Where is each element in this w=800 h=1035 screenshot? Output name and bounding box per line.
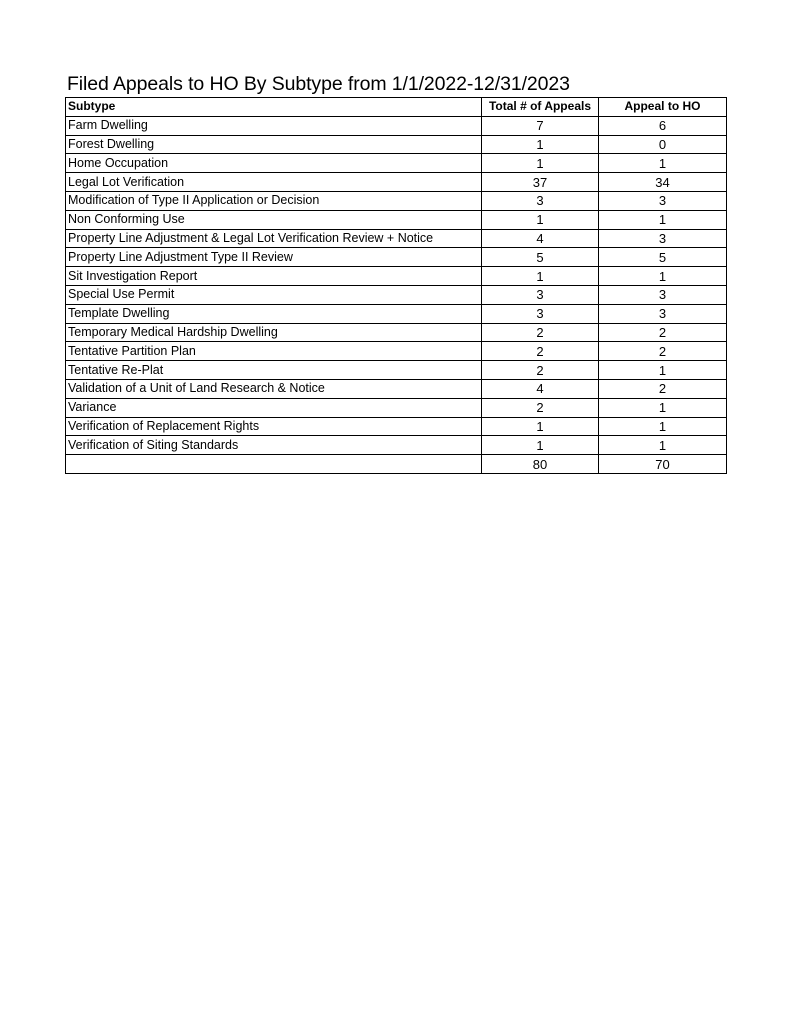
- total-appeals-cell: 1: [482, 154, 599, 173]
- subtype-cell: Forest Dwelling: [66, 135, 482, 154]
- table-row: [66, 361, 727, 380]
- table-row: [66, 210, 727, 229]
- total-appeals-cell: 7: [482, 116, 599, 135]
- table-row: [66, 417, 727, 436]
- appeal-to-ho-cell: 3: [599, 304, 727, 323]
- appeal-to-ho-cell: 34: [599, 173, 727, 192]
- appeal-to-ho-cell: 6: [599, 116, 727, 135]
- subtype-cell: Modification of Type II Application or Decision: [66, 191, 482, 210]
- subtype-cell: Temporary Medical Hardship Dwelling: [66, 323, 482, 342]
- subtype-cell: Home Occupation: [66, 154, 482, 173]
- subtype-cell: Tentative Partition Plan: [66, 342, 482, 361]
- total-appeals-cell: 2: [482, 398, 599, 417]
- total-appeals-cell: 5: [482, 248, 599, 267]
- appeal-to-ho-cell: 3: [599, 229, 727, 248]
- subtype-cell: Verification of Replacement Rights: [66, 417, 482, 436]
- appeal-to-ho-cell: 2: [599, 379, 727, 398]
- subtype-cell: Template Dwelling: [66, 304, 482, 323]
- total-appeals-cell: 4: [482, 229, 599, 248]
- subtype-cell: Non Conforming Use: [66, 210, 482, 229]
- total-appeals-cell: 2: [482, 361, 599, 380]
- appeal-to-ho-cell: 1: [599, 267, 727, 286]
- total-appeals-cell: 3: [482, 304, 599, 323]
- table-row: [66, 436, 727, 455]
- total-appeals-cell: 1: [482, 417, 599, 436]
- subtype-cell: Sit Investigation Report: [66, 267, 482, 286]
- appeal-to-ho-cell: 1: [599, 154, 727, 173]
- table-body: [66, 116, 727, 473]
- table-row: [66, 154, 727, 173]
- subtype-cell: Farm Dwelling: [66, 116, 482, 135]
- totals-label-cell: [66, 455, 482, 474]
- total-appeals-cell: 1: [482, 436, 599, 455]
- total-appeals-cell: 1: [482, 135, 599, 154]
- subtype-cell: Tentative Re-Plat: [66, 361, 482, 380]
- table-header-row: [66, 98, 727, 117]
- appeal-to-ho-cell: 1: [599, 398, 727, 417]
- appeal-to-ho-cell: 3: [599, 191, 727, 210]
- table-row: [66, 285, 727, 304]
- total-appeals-sum: 80: [482, 455, 599, 474]
- subtype-cell: Property Line Adjustment & Legal Lot Verification Review + Notice: [66, 229, 482, 248]
- appeal-to-ho-cell: 1: [599, 361, 727, 380]
- total-appeals-cell: 1: [482, 210, 599, 229]
- column-header-appeal-to-ho: Appeal to HO: [599, 98, 727, 117]
- total-appeals-cell: 4: [482, 379, 599, 398]
- subtype-cell: Verification of Siting Standards: [66, 436, 482, 455]
- table-row: [66, 229, 727, 248]
- appeal-to-ho-cell: 0: [599, 135, 727, 154]
- total-appeals-cell: 37: [482, 173, 599, 192]
- appeal-to-ho-cell: 3: [599, 285, 727, 304]
- subtype-cell: Variance: [66, 398, 482, 417]
- column-header-total-appeals: Total # of Appeals: [482, 98, 599, 117]
- appeal-to-ho-cell: 1: [599, 436, 727, 455]
- table-row: [66, 191, 727, 210]
- table-row: [66, 135, 727, 154]
- appeal-to-ho-cell: 2: [599, 323, 727, 342]
- page-title: Filed Appeals to HO By Subtype from 1/1/2022-12/31/2023: [67, 73, 570, 95]
- table-row: [66, 116, 727, 135]
- subtype-cell: Special Use Permit: [66, 285, 482, 304]
- table-row: [66, 173, 727, 192]
- total-appeals-cell: 2: [482, 342, 599, 361]
- total-appeals-cell: 3: [482, 285, 599, 304]
- appeal-to-ho-sum: 70: [599, 455, 727, 474]
- total-appeals-cell: 1: [482, 267, 599, 286]
- appeal-to-ho-cell: 1: [599, 417, 727, 436]
- column-header-subtype: Subtype: [66, 98, 482, 117]
- table-row: [66, 379, 727, 398]
- subtype-cell: Validation of a Unit of Land Research & Notice: [66, 379, 482, 398]
- totals-row: [66, 455, 727, 474]
- total-appeals-cell: 3: [482, 191, 599, 210]
- table-row: [66, 248, 727, 267]
- appeal-to-ho-cell: 2: [599, 342, 727, 361]
- subtype-cell: Legal Lot Verification: [66, 173, 482, 192]
- total-appeals-cell: 2: [482, 323, 599, 342]
- appeal-to-ho-cell: 1: [599, 210, 727, 229]
- table-row: [66, 398, 727, 417]
- table-row: [66, 342, 727, 361]
- subtype-cell: Property Line Adjustment Type II Review: [66, 248, 482, 267]
- table-row: [66, 304, 727, 323]
- appeal-to-ho-cell: 5: [599, 248, 727, 267]
- table-row: [66, 323, 727, 342]
- appeals-table: [65, 97, 727, 474]
- table-row: [66, 267, 727, 286]
